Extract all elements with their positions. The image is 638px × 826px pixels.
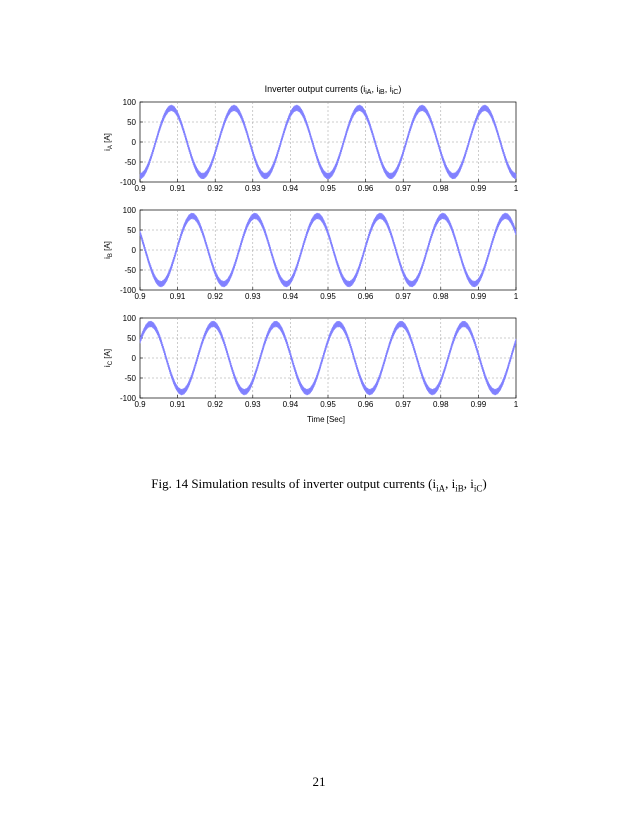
- x-tick-label: 0.99: [470, 292, 487, 301]
- y-tick-label: 100: [122, 206, 136, 215]
- y-tick-label: -50: [124, 266, 136, 275]
- x-tick-label: 0.96: [357, 400, 374, 409]
- x-tick-label: 0.99: [470, 400, 487, 409]
- x-tick-label: 0.97: [395, 292, 411, 301]
- x-tick-label: 1: [513, 400, 519, 409]
- x-tick-label: 0.98: [433, 292, 449, 301]
- x-tick-label: 0.9: [134, 292, 146, 301]
- plot-panel-c: [103, 314, 519, 409]
- x-tick-label: 0.94: [282, 292, 299, 301]
- x-tick-label: 0.94: [282, 184, 299, 193]
- y-tick-label: -50: [124, 374, 136, 383]
- y-tick-label: 0: [131, 354, 136, 363]
- y-tick-label: 50: [127, 118, 136, 127]
- x-tick-label: 0.97: [395, 184, 411, 193]
- x-tick-label: 0.96: [357, 292, 374, 301]
- y-tick-label: -100: [119, 394, 136, 403]
- x-tick-label: 0.95: [320, 400, 336, 409]
- y-axis-label: $i_C$ [A]: [103, 348, 114, 368]
- y-tick-label: 100: [122, 98, 136, 107]
- x-tick-label: 0.99: [470, 184, 487, 193]
- y-tick-label: -50: [124, 158, 136, 167]
- x-tick-label: 0.95: [320, 184, 336, 193]
- plot-panel-b: [103, 206, 519, 301]
- x-tick-label: 0.95: [320, 292, 336, 301]
- y-tick-label: 0: [131, 138, 136, 147]
- x-tick-label: 0.98: [433, 184, 449, 193]
- x-tick-label: 0.91: [169, 292, 186, 301]
- x-tick-label: 0.92: [207, 400, 223, 409]
- x-tick-label: 0.91: [169, 400, 186, 409]
- x-tick-label: 0.9: [134, 400, 146, 409]
- x-axis-label: Time [Sec]: [307, 415, 345, 424]
- x-tick-label: 0.97: [395, 400, 411, 409]
- x-tick-label: 1: [513, 292, 519, 301]
- y-tick-label: -100: [119, 178, 136, 187]
- y-axis-label: $i_B$ [A]: [103, 241, 114, 259]
- x-tick-label: 0.9: [134, 184, 146, 193]
- y-tick-label: 100: [122, 314, 136, 323]
- x-tick-label: 0.93: [245, 184, 261, 193]
- x-tick-label: 0.94: [282, 400, 299, 409]
- y-tick-label: 50: [127, 334, 136, 343]
- y-tick-label: 50: [127, 226, 136, 235]
- x-tick-label: 0.92: [207, 292, 223, 301]
- y-tick-label: 0: [131, 246, 136, 255]
- x-tick-label: 0.92: [207, 184, 223, 193]
- x-tick-label: 0.91: [169, 184, 186, 193]
- figure-caption: Fig. 14 Simulation results of inverter output currents ($i_{iA}$, $i_{iB}$, $i_{iC}$): [151, 476, 487, 494]
- plot-panel-a: [103, 98, 519, 193]
- x-tick-label: 1: [513, 184, 519, 193]
- x-tick-label: 0.98: [433, 400, 449, 409]
- figure-title: Inverter output currents ($i_{iA}$, $i_{iB}$, $i_{iC}$): [264, 84, 402, 96]
- page-number: 21: [312, 774, 326, 789]
- x-tick-label: 0.96: [357, 184, 374, 193]
- y-tick-label: -100: [119, 286, 136, 295]
- y-axis-label: $i_A$ [A]: [103, 133, 114, 151]
- x-tick-label: 0.93: [245, 400, 261, 409]
- x-tick-label: 0.93: [245, 292, 261, 301]
